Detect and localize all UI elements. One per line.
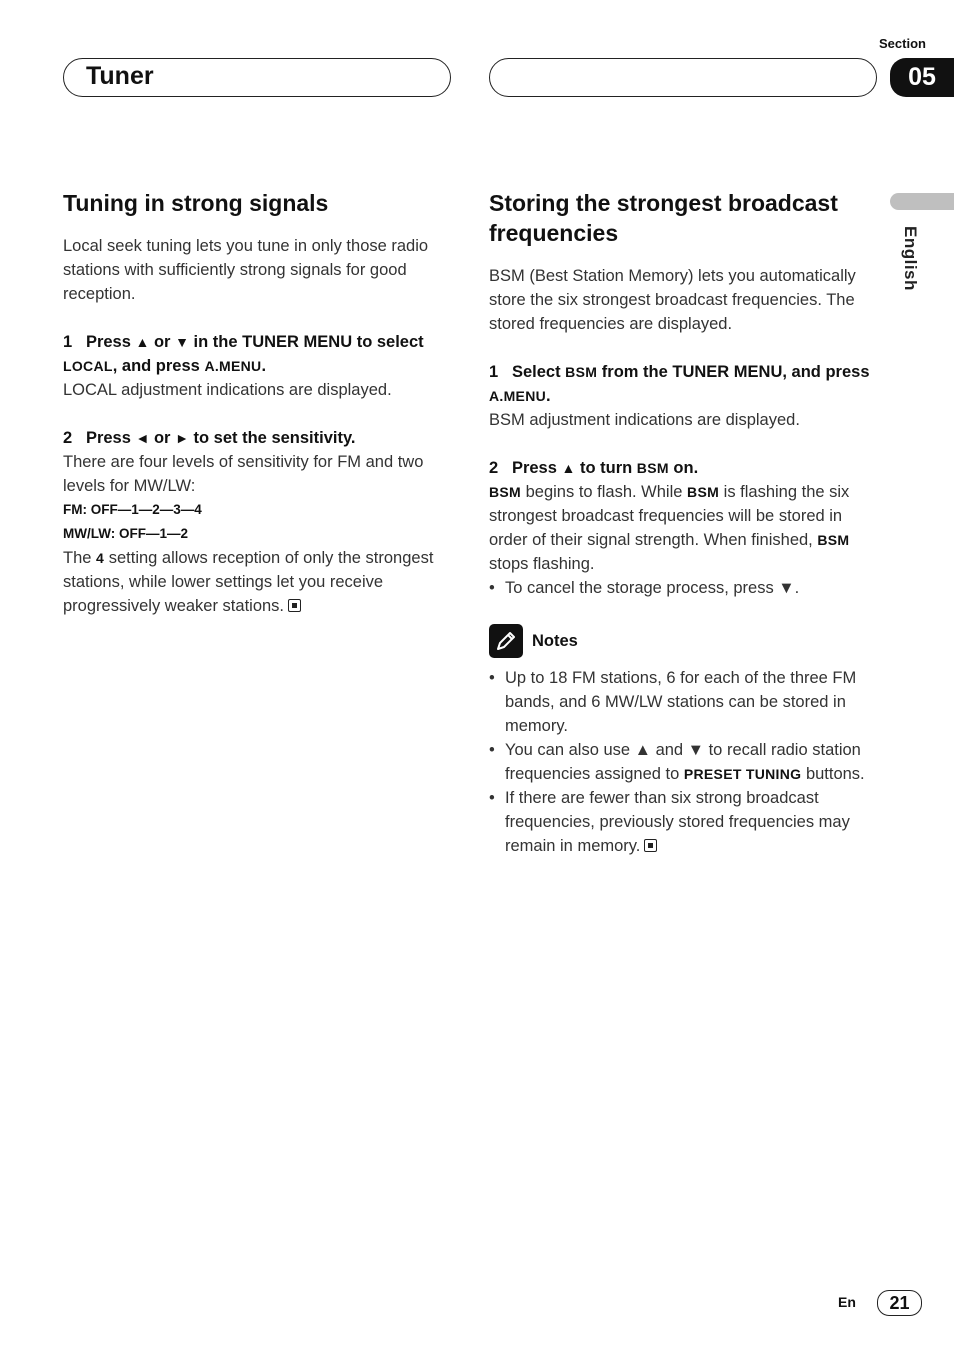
local-keyword: LOCAL (63, 358, 113, 374)
right-intro: BSM (Best Station Memory) lets you automatically store the six strongest broadcast frequencies. The stored frequencies are displayed. (489, 267, 856, 333)
preset-tuning-keyword: PRESET TUNING (683, 766, 802, 782)
text: is flashing the six strongest broadcast frequencies will be stored in order of their signal strength. When finished, (489, 483, 850, 549)
left-column (63, 188, 455, 618)
right-arrow-icon: ► (175, 430, 189, 446)
fm-levels: FM: OFF—1—2—3—4 (63, 502, 202, 517)
notes-list (489, 666, 881, 858)
up-arrow-icon: ▲ (135, 334, 150, 350)
right-step2-desc (489, 480, 881, 576)
empty-title-bar (489, 58, 877, 97)
step-text: to turn (579, 459, 633, 477)
section-label: Section (879, 36, 926, 51)
text: setting allows reception of only the strongest stations, while lower settings let you receive progressively weaker stations. (63, 549, 434, 615)
down-arrow-icon: ▼ (175, 334, 189, 350)
left-step1-desc: LOCAL adjustment indications are displayed. (63, 381, 392, 399)
text: begins to flash. While (525, 483, 683, 501)
text: Up to 18 FM stations, 6 for each of the three FM bands, and 6 MW/LW stations can be stored in memory. (505, 669, 857, 735)
step-number: 2 (489, 459, 499, 477)
up-arrow-icon: ▲ (561, 460, 576, 476)
step-text: in the (193, 333, 238, 351)
bullet-dot: • (489, 669, 495, 687)
section-number-badge: 05 (890, 58, 954, 97)
end-mark-icon (288, 599, 301, 612)
menu-name: TUNER MENU (242, 333, 353, 351)
page-number: 21 (877, 1290, 922, 1316)
step-text: to set the sensitivity. (193, 429, 356, 447)
step-text: or (153, 333, 171, 351)
notes-header (489, 624, 881, 658)
step-text: from the (601, 363, 668, 381)
amenu-keyword: A.MENU (489, 388, 547, 404)
left-intro: Local seek tuning lets you tune in only those radio stations with sufficiently strong signals for good reception. (63, 237, 429, 303)
step-text: or (153, 429, 171, 447)
step-text: Select (511, 363, 561, 381)
mwlw-levels: MW/LW: OFF—1—2 (63, 526, 188, 541)
step-text: to select (356, 333, 424, 351)
bullet-dot: • (489, 789, 495, 807)
bsm-keyword: BSM (687, 484, 720, 500)
right-column (489, 188, 881, 858)
page-title: Tuner (86, 62, 154, 90)
left-step1 (63, 330, 455, 378)
level-four: 4 (96, 550, 105, 566)
end-mark-icon (644, 839, 657, 852)
text: stops flashing. (489, 555, 595, 573)
cancel-bullet (489, 576, 881, 600)
step-text: Press (85, 333, 131, 351)
note-item (489, 786, 881, 858)
note-item (489, 738, 881, 786)
text: The (63, 549, 92, 567)
step-text: on. (673, 459, 699, 477)
bullet-dot: • (489, 579, 495, 597)
left-heading: Tuning in strong signals (63, 190, 329, 216)
language-side-tab (890, 193, 954, 210)
step-number: 1 (63, 333, 73, 351)
pencil-note-icon (489, 624, 523, 658)
right-step1-desc: BSM adjustment indications are displayed. (489, 411, 800, 429)
step-number: 2 (63, 429, 73, 447)
footer-language: En (838, 1294, 856, 1310)
amenu-keyword: A.MENU (204, 358, 262, 374)
left-step2-closing (63, 546, 455, 618)
text: You can also use ▲ and ▼ to recall radio station frequencies assigned to (505, 741, 861, 783)
bsm-keyword: BSM (817, 532, 850, 548)
notes-title: Notes (532, 632, 578, 650)
left-step2 (63, 426, 455, 450)
text: buttons. (805, 765, 865, 783)
step-text: . (546, 387, 551, 405)
title-bar (63, 58, 451, 97)
step-text: , and press (112, 357, 200, 375)
bsm-keyword: BSM (489, 484, 522, 500)
text: If there are fewer than six strong broadcast frequencies, previously stored frequencies may remain in memory. (505, 789, 850, 855)
step-number: 1 (489, 363, 499, 381)
text: To cancel the storage process, press ▼. (505, 579, 800, 597)
step-text: Press (85, 429, 131, 447)
bsm-keyword: BSM (565, 364, 598, 380)
menu-name: TUNER MENU (672, 363, 783, 381)
right-step1 (489, 360, 881, 408)
step-text: . (261, 357, 267, 375)
language-label: English (901, 226, 920, 291)
note-item (489, 666, 881, 738)
right-step2 (489, 456, 881, 480)
right-heading: Storing the strongest broadcast frequencies (489, 190, 838, 246)
step-text: , and press (782, 363, 870, 381)
bsm-keyword: BSM (636, 460, 669, 476)
bullet-dot: • (489, 741, 495, 759)
step-text: Press (511, 459, 557, 477)
left-arrow-icon: ◄ (135, 430, 150, 446)
left-step2-desc: There are four levels of sensitivity for FM and two levels for MW/LW: (63, 453, 424, 495)
